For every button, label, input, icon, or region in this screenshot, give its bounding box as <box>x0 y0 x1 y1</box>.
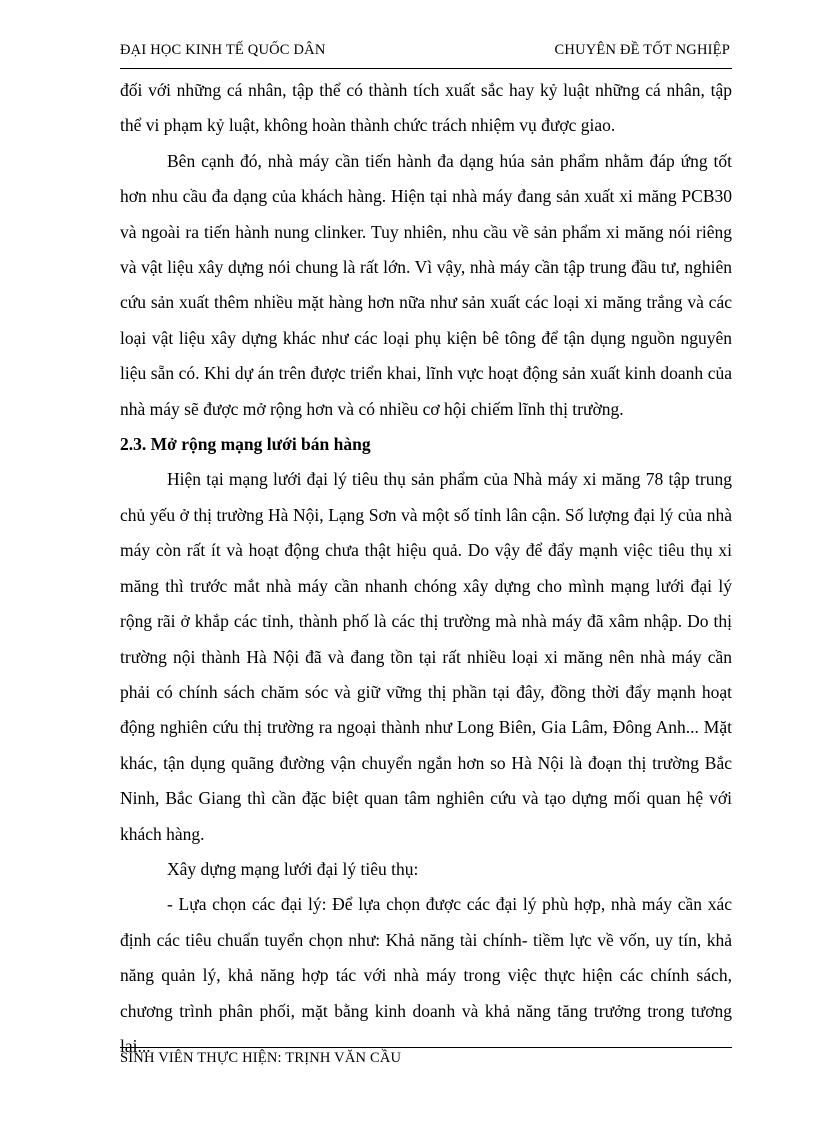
header-university: ĐẠI HỌC KINH TẾ QUỐC DÂN <box>120 42 326 58</box>
paragraph-select-agents: - Lựa chọn các đại lý: Để lựa chọn được các đại lý phù hợp, nhà máy cần xác định các tiêu chuẩn tuyển chọn như: Khả năng tài chính- tiềm lực về vốn, uy tín, khả năng quản lý, khả năng hợp tác với nhà máy trong việc thực hiện các chính sách, chương trình phân phối, mặt bằng kinh doanh và khả năng tăng trưởng trong tương lai... <box>120 894 732 1056</box>
paragraph-diversification: Bên cạnh đó, nhà máy cần tiến hành đa dạng húa sản phẩm nhằm đáp ứng tốt hơn nhu cầu đa dạng của khách hàng. Hiện tại nhà máy đang sản xuất xi măng PCB30 và ngoài ra tiến hành nung clinker. Tuy nhiên, nhu cầu về sản phẩm xi măng nói riêng và vật liệu xây dựng nói chung là rất lớn. Vì vậy, nhà máy cần tập trung đầu tư, nghiên cứu sản xuất thêm nhiều mặt hàng hơn nữa như sản xuất các loại xi măng trắng và các loại vật liệu xây dựng khác như các loại phụ kiện bê tông để tận dụng nguồn nguyên liệu sẵn có. Khi dự án trên được triển khai, lĩnh vực hoạt động sản xuất kinh doanh của nhà máy sẽ được mở rộng hơn và có nhiều cơ hội chiếm lĩnh thị trường. <box>120 150 732 419</box>
page-body <box>120 73 732 1064</box>
paragraph-continuation: đối với những cá nhân, tập thể có thành tích xuất sắc hay kỷ luật những cá nhân, tập thể vi phạm kỷ luật, không hoàn thành chức trách nhiệm vụ được giao. <box>120 80 732 136</box>
footer-author: SINH VIÊN THỰC HIỆN: TRỊNH VĂN CẦU <box>120 1050 402 1066</box>
paragraph-distribution-network: Hiện tại mạng lưới đại lý tiêu thụ sản phẩm của Nhà máy xi măng 78 tập trung chủ yếu ở thị trường Hà Nội, Lạng Sơn và một số tỉnh lân cận. Số lượng đại lý của nhà máy còn rất ít và hoạt động chưa thật hiệu quả. Do vậy để đẩy mạnh việc tiêu thụ xi măng thì trước mắt nhà máy cần nhanh chóng xây dựng cho mình mạng lưới đại lý rộng rãi ở khắp các tỉnh, thành phố là các thị trường mà nhà máy đã xâm nhập. Do thị trường nội thành Hà Nội đã và đang tồn tại rất nhiều loại xi măng nên nhà máy cần phải có chính sách chăm sóc và giữ vững thị phần tại đây, đồng thời đẩy mạnh hoạt động nghiên cứu thị trường ra ngoại thành như Long Biên, Gia Lâm, Đông Anh... Mặt khác, tận dụng quãng đường vận chuyển ngắn hơn so Hà Nội là đoạn thị trường Bắc Ninh, Bắc Giang thì cần đặc biệt quan tâm nghiên cứu và tạo dựng mối quan hệ với khách hàng. <box>120 469 732 844</box>
header-document-type: CHUYÊN ĐỀ TỐT NGHIỆP <box>554 42 730 58</box>
page-footer <box>120 1047 732 1067</box>
section-heading: 2.3. Mở rộng mạng lưới bán hàng <box>120 434 371 455</box>
page-header <box>120 40 732 69</box>
paragraph-build-network: Xây dựng mạng lưới đại lý tiêu thụ: <box>167 858 419 879</box>
